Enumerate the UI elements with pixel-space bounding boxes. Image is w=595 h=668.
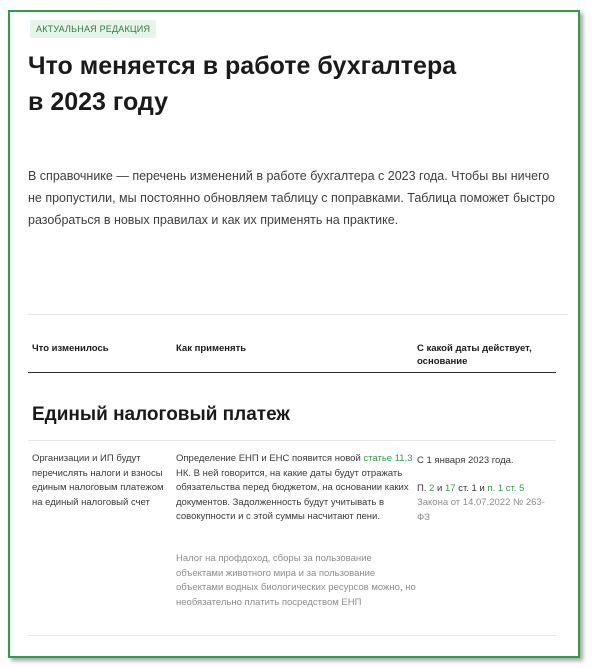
cell-how-to-apply	[176, 452, 414, 525]
divider-top	[28, 314, 568, 315]
lead-paragraph: В справочнике — перечень изменений в работе бухгалтера с 2023 года. Чтобы вы ничего не пропустили, мы постоянно обновляем таблицу с поправками. Таблица поможет быстро разобраться в новых правилах и как их применять на практике.	[28, 169, 556, 227]
basis-link-17[interactable]: 17	[445, 482, 456, 494]
page-title-line1: Что меняется в работе бухгалтера	[28, 52, 457, 80]
column-header-what: Что изменилось	[32, 343, 109, 354]
status-badge: АКТУАЛЬНАЯ РЕДАКЦИЯ	[30, 20, 156, 38]
header-divider	[28, 372, 556, 373]
basis-and: и	[434, 482, 445, 494]
basis-link-2[interactable]: 2	[429, 482, 435, 494]
how-text-post: НК. В ней говорится, на какие даты будут отражать обязательства перед бюджетом, на основании каких документов. Задолженность будут учитывать в совокупности и с этой суммы насчитают пени.	[176, 467, 409, 522]
basis-prefix: П.	[417, 482, 430, 494]
section-title: Единый налоговый платеж	[32, 404, 290, 425]
basis-article: ст. 1 и	[455, 482, 488, 494]
basis-law: Закона от 14.07.2022 № 263-ФЗ	[417, 497, 545, 523]
article-link[interactable]: статье 11.3	[363, 453, 413, 464]
page-title	[28, 48, 548, 120]
column-header-how: Как применять	[176, 343, 247, 354]
basis-link-p1-st5[interactable]: п. 1 ст. 5	[487, 482, 525, 494]
section-divider	[28, 440, 556, 441]
effective-date-text: С 1 января 2023 года.	[417, 455, 514, 466]
column-header-date: С какой даты действует, основание	[417, 343, 532, 367]
page-title-line2: в 2023 году	[28, 88, 168, 116]
cell-what-changed: Организации и ИП будут перечислять налоги и взносы единым налоговым платежом на единый налоговый счет	[32, 453, 164, 508]
legal-basis	[417, 482, 555, 526]
article-frame	[8, 10, 580, 658]
cell-effective-date	[417, 454, 555, 525]
cell-how-note: Налог на профдоход, сборы за пользование объектами животного мира и за пользование объектами водных биологических ресурсов можно, но необязательно платить посредством ЕНП	[176, 553, 416, 608]
row-divider	[28, 635, 556, 636]
how-text-pre: Определение ЕНП и ЕНС появится новой	[176, 453, 364, 464]
